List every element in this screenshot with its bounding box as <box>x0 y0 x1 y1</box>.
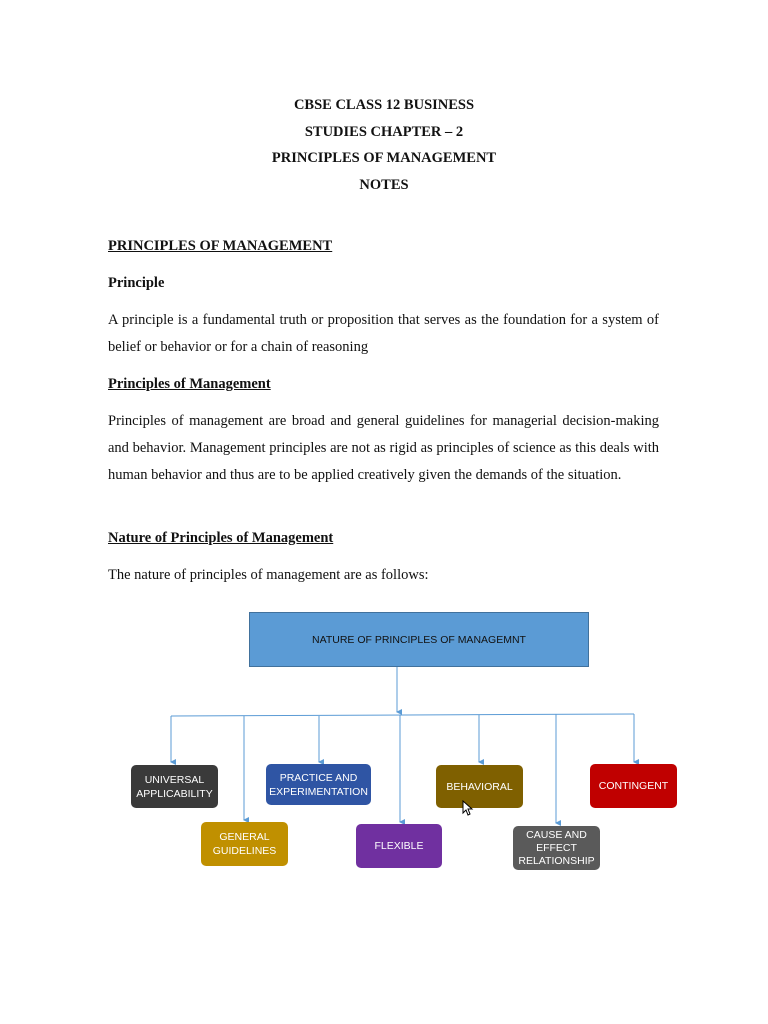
node-flexible-line1: FLEXIBLE <box>374 840 424 852</box>
node-practice-experimentation <box>266 764 371 805</box>
node-contingent-line1: CONTINGENT <box>598 780 669 792</box>
node-universal-line1: UNIVERSAL <box>144 773 205 786</box>
diagram-root-box <box>249 612 589 667</box>
node-behavioral-line1: BEHAVIORAL <box>446 780 513 793</box>
pom-paragraph <box>108 408 659 489</box>
title-line-4: NOTES <box>359 176 409 193</box>
node-universal-applicability <box>131 765 218 808</box>
node-general-line1: GENERAL <box>219 831 270 843</box>
title-line-1: CBSE CLASS 12 BUSINESS <box>293 97 475 113</box>
nature-heading: Nature of Principles of Management <box>108 530 334 546</box>
nature-intro-paragraph <box>108 562 659 589</box>
node-cause-line2: EFFECT <box>536 841 577 854</box>
diagram-root-label: NATURE OF PRINCIPLES OF MANAGEMNT <box>312 633 526 646</box>
principle-paragraph <box>108 307 659 361</box>
node-general-guidelines <box>201 822 288 866</box>
principle-heading: Principle <box>108 275 165 291</box>
pom-heading: Principles of Management <box>108 376 271 392</box>
title-line-2: STUDIES CHAPTER – 2 <box>304 123 464 140</box>
main-heading: PRINCIPLES OF MANAGEMENT <box>108 238 333 254</box>
horizontal-connector <box>171 714 634 716</box>
node-contingent <box>590 764 677 808</box>
principle-text: A principle is a fundamental truth or proposition that serves as the foundation for a system of belief or behavior or for a chain of reasoning <box>108 312 659 355</box>
node-cause-effect <box>513 826 600 870</box>
node-flexible <box>356 824 442 868</box>
nature-intro-text: The nature of principles of management are as follows: <box>108 567 429 583</box>
node-universal-line2: APPLICABILITY <box>136 787 213 800</box>
title-line-3: PRINCIPLES OF MANAGEMENT <box>271 150 497 166</box>
pom-text: Principles of management are broad and general guidelines for managerial decision-making and behavior. Management principles are not as rigid as principles of science as this deals with human behavior and thus are to be applied creatively given the demands of the situation. <box>108 413 659 483</box>
mouse-cursor-icon <box>462 800 474 816</box>
node-cause-line3: RELATIONSHIP <box>518 854 595 867</box>
node-practice-line1: PRACTICE AND <box>279 771 358 784</box>
node-cause-line1: CAUSE AND <box>526 828 587 841</box>
node-general-line2: GUIDELINES <box>212 845 277 857</box>
document-title <box>0 92 768 198</box>
node-behavioral <box>436 765 523 808</box>
node-practice-line2: EXPERIMENTATION <box>269 785 368 798</box>
